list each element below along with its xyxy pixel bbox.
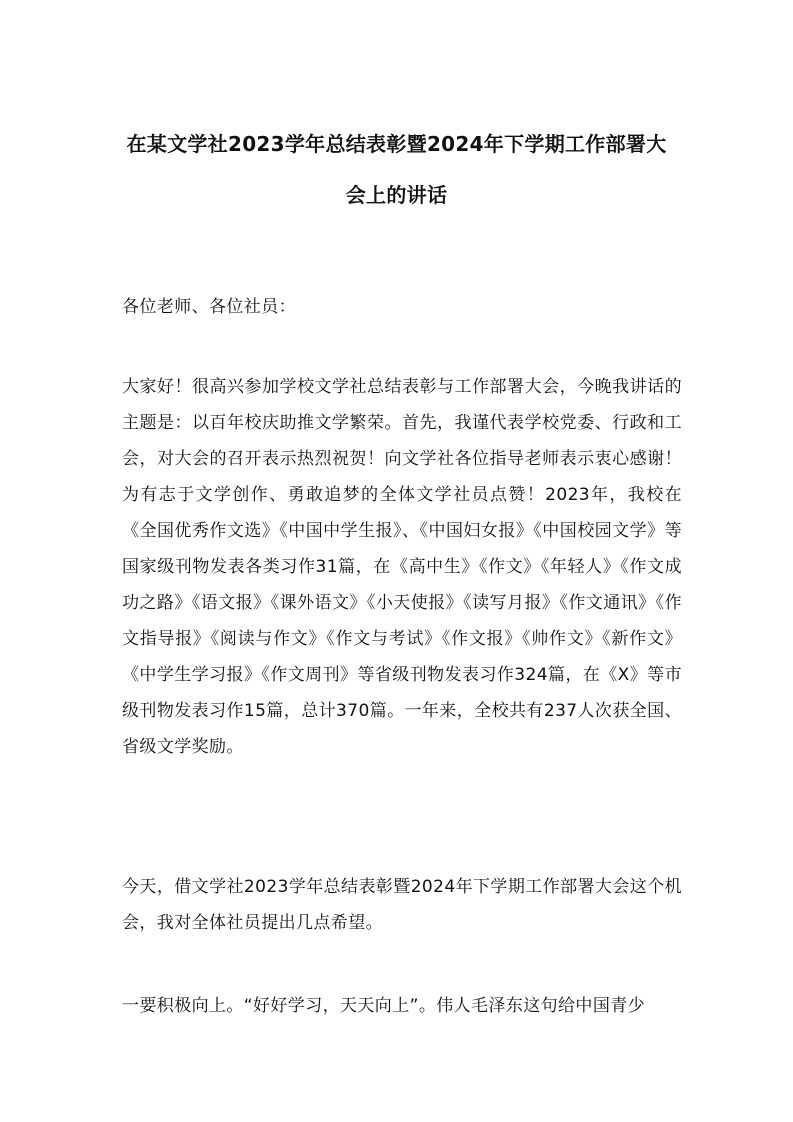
body-paragraph-2: 今天，借文学社2023学年总结表彰暨2024年下学期工作部署大会这个机会，我对全体社员提出几点希望。 — [122, 877, 682, 933]
body-paragraph-1: 大家好！很高兴参加学校文学社总结表彰与工作部署大会，今晚我讲话的主题是：以百年校庆助推文学繁荣。首先，我谨代表学校党委、行政和工会，对大会的召开表示热烈祝贺！向文学社各位指导老师表示衷心感谢！为有志于文学创作、勇敢追梦的全体文学社员点赞！2023年，我校在《全国优秀作文选》《中国中学生报》、《中国妇女报》《中国校园文学》等国家级刊物发表各类习作31篇，在《高中生》《作文》《年轻人》《作文成功之路》《语文报》《课外语文》《小天使报》《读写月报》《作文通讯》《作文指导报》《阅读与作文》《作文与考试》《作文报》《帅作文》《新作文》《中学生学习报》《作文周刊》等省级刊物发表习作324篇，在《X》等市级刊物发表习作15篇，总计370篇。一年来，全校共有237人次获全国、省级文学奖励。 — [122, 377, 682, 757]
salutation: 各位老师、各位社员： — [122, 297, 296, 317]
document-title-line-2: 会上的讲话 — [345, 183, 448, 207]
document-title-line-1: 在某文学社2023学年总结表彰暨2024年下学期工作部署大 — [126, 132, 667, 156]
body-paragraph-3: 一要积极向上。“好好学习，天天向上”。伟人毛泽东这句给中国青少 — [122, 996, 646, 1016]
